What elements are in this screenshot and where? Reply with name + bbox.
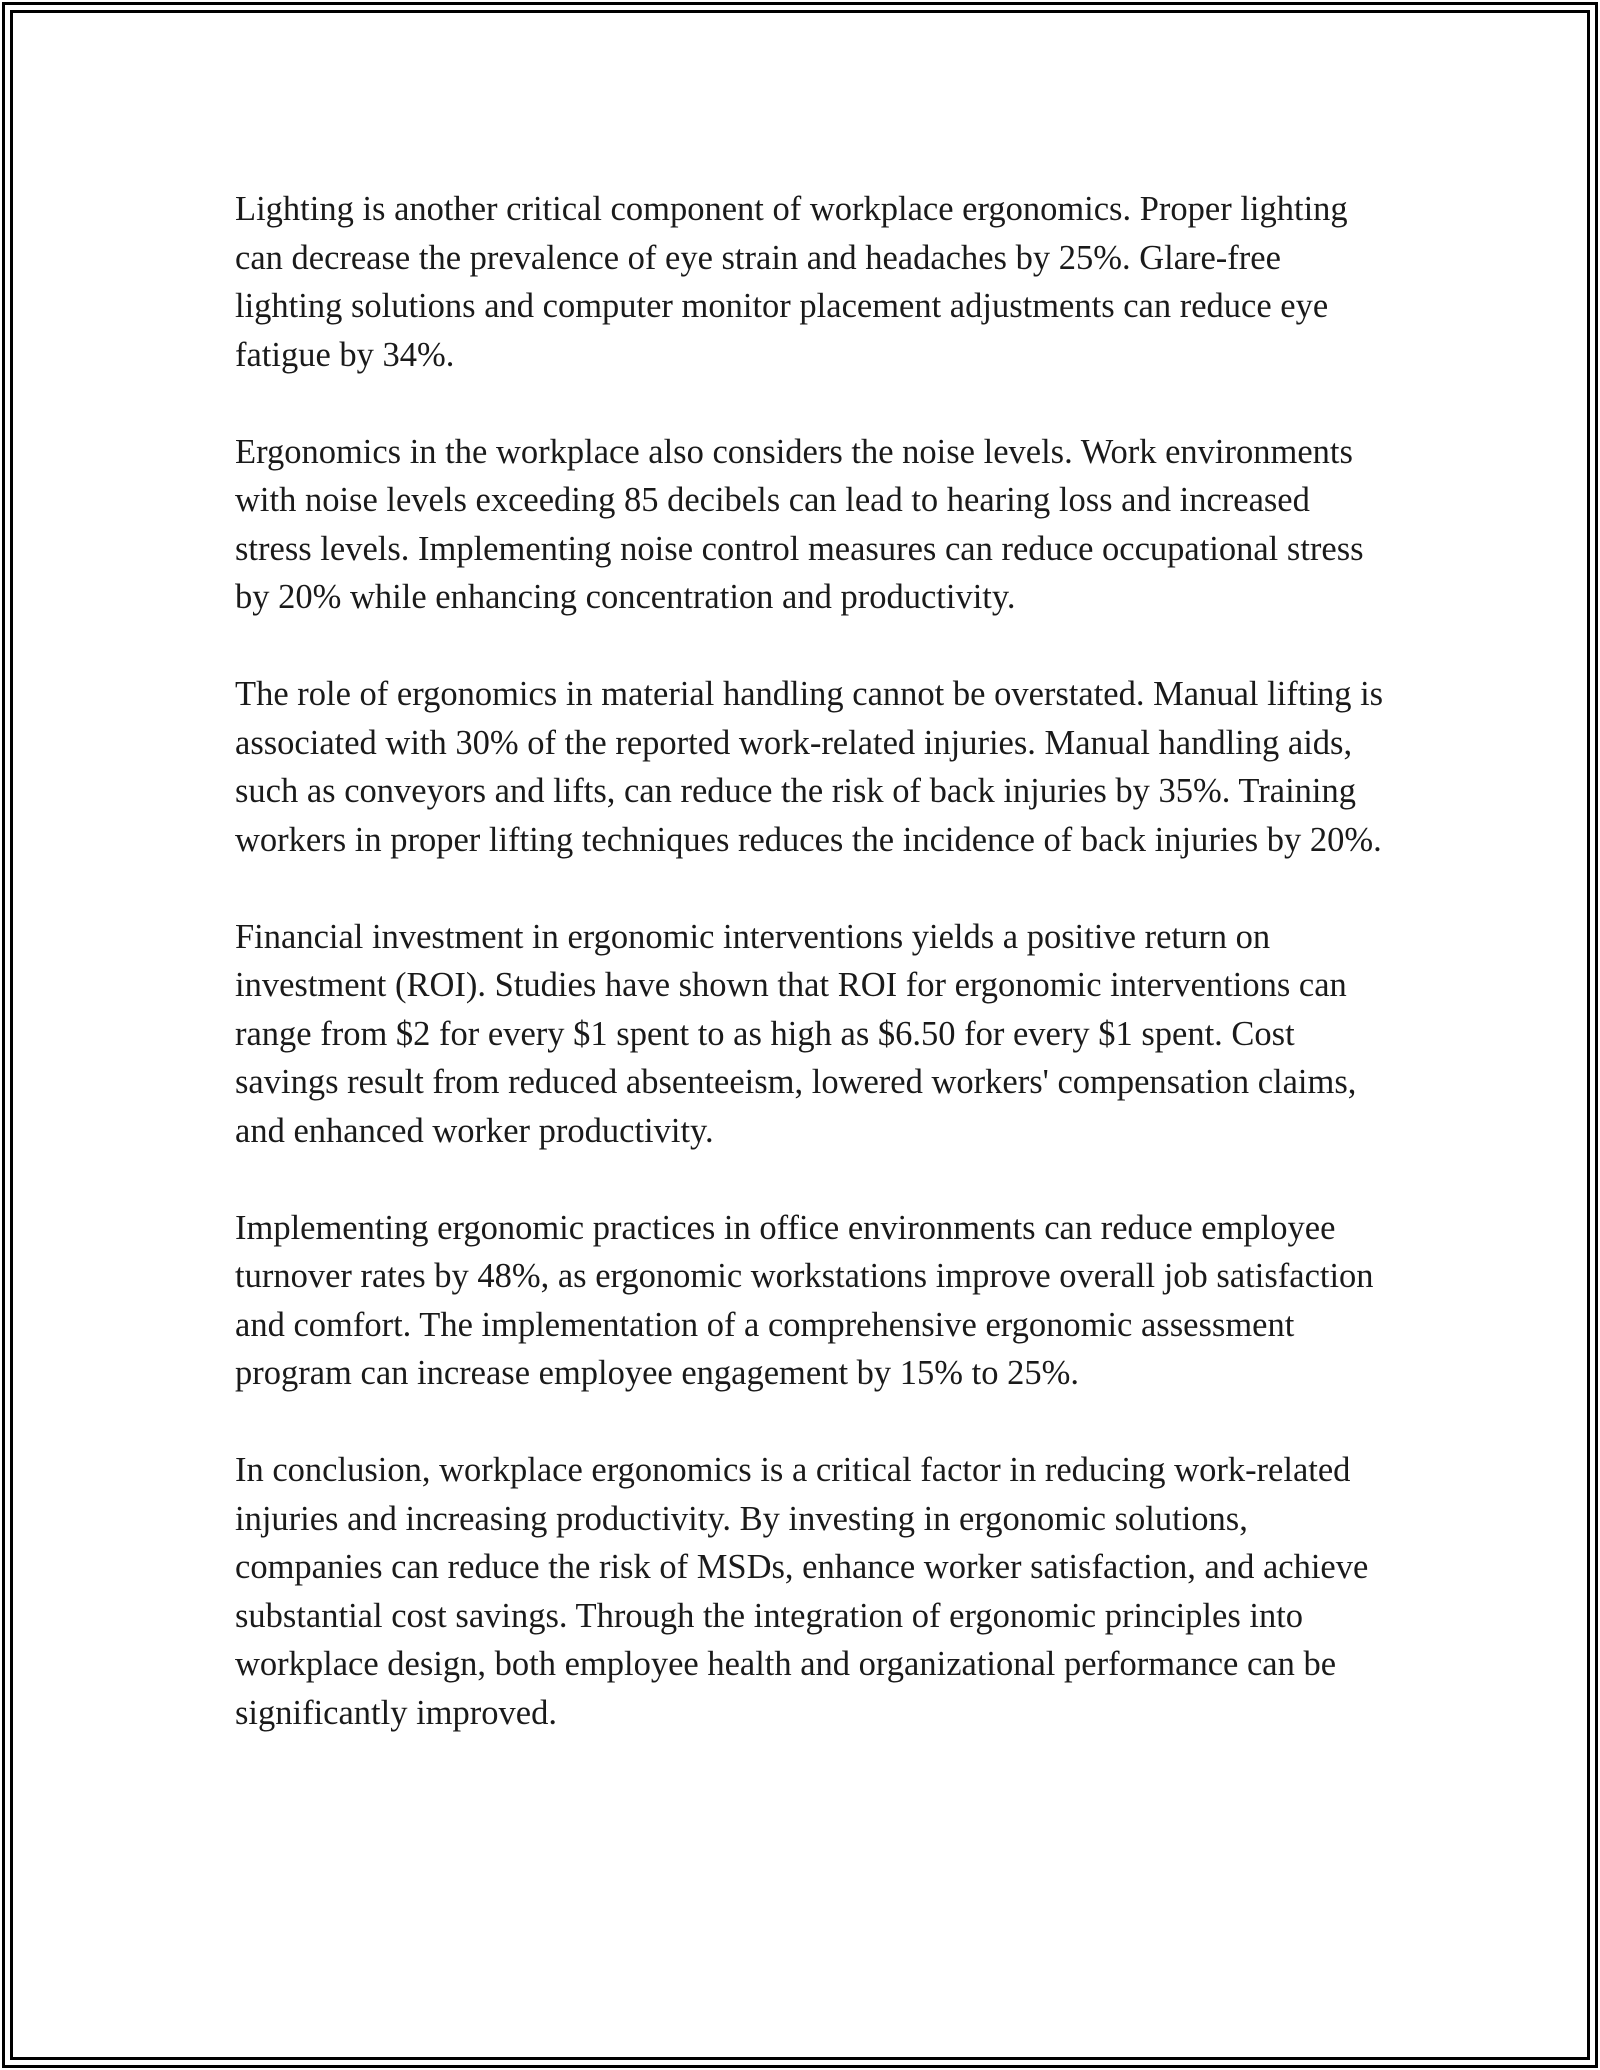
paragraph-noise: Ergonomics in the workplace also considers the noise levels. Work environments with noise levels exceeding 85 decibels can lead to hearing loss and increased stress levels. Implementing noise control measures can reduce occupational stress by 20% while enhancing concentration and productivity. [235,432,1364,616]
paragraph-lighting: Lighting is another critical component of workplace ergonomics. Proper lighting can decrease the prevalence of eye strain and headaches by 25%. Glare-free lighting solutions and computer monitor placement adjustments can reduce eye fatigue by 34%. [235,190,1348,374]
paragraph-material-handling: The role of ergonomics in material handling cannot be overstated. Manual lifting is associated with 30% of the reported work-related injuries. Manual handling aids, such as conveyors and lifts, can reduce the risk of back injuries by 35%. Training workers in proper lifting techniques reduces the incidence of back injuries by 20%. [235,675,1384,859]
paragraph-financial-roi: Financial investment in ergonomic interventions yields a positive return on investment (ROI). Studies have shown that ROI for ergonomic interventions can range from $2 for every $1 spent to as high as $6.50 for every $1 spent. Cost savings result from reduced absenteeism, lowered workers' compensation claims, and enhanced worker productivity. [235,917,1357,1150]
document-body [235,185,1385,1737]
paragraph-conclusion: In conclusion, workplace ergonomics is a critical factor in reducing work-related injuries and increasing productivity. By investing in ergonomic solutions, companies can reduce the risk of MSDs, enhance worker satisfaction, and achieve substantial cost savings. Through the integration of ergonomic principles into workplace design, both employee health and organizational performance can be significantly improved. [235,1451,1369,1732]
paragraph-office-practices: Implementing ergonomic practices in office environments can reduce employee turnover rates by 48%, as ergonomic workstations improve overall job satisfaction and comfort. The implementation of a comprehensive ergonomic assessment program can increase employee engagement by 15% to 25%. [235,1208,1374,1392]
